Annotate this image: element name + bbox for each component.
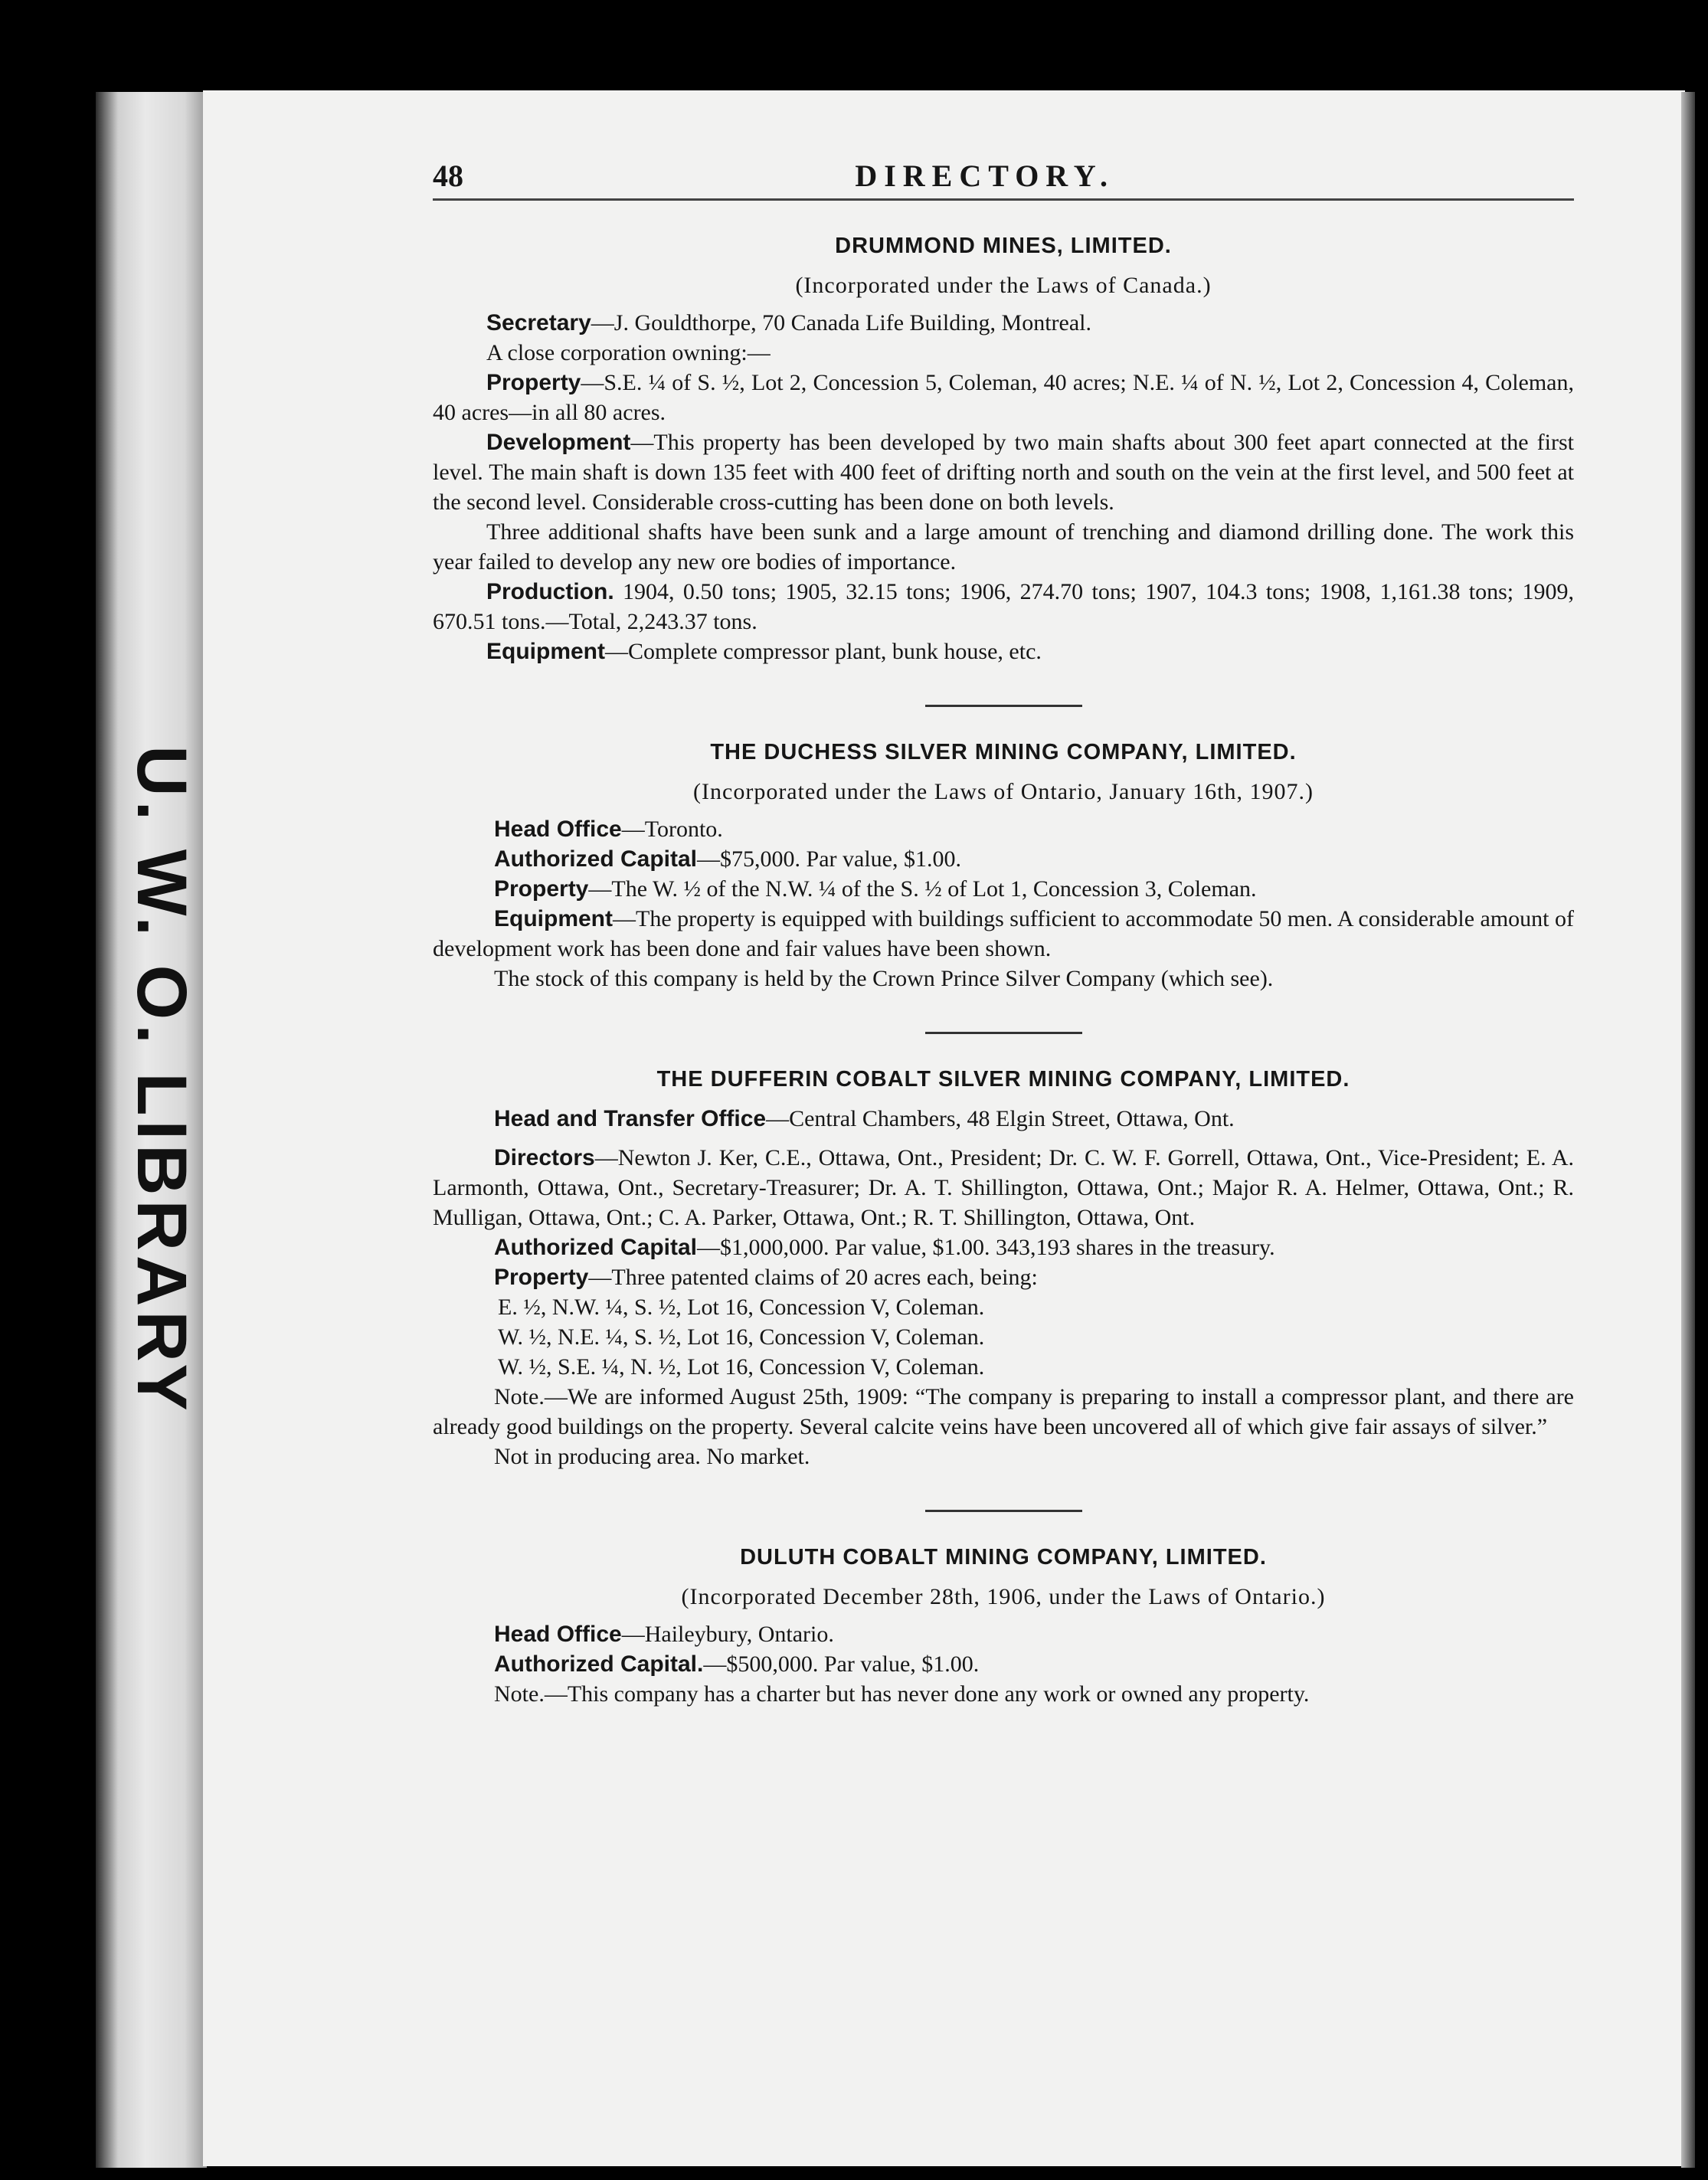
field-label: Property (494, 1265, 589, 1290)
entry-duluth (433, 1543, 1574, 1709)
page-number: 48 (433, 159, 463, 193)
page-content (433, 161, 1574, 1709)
running-title: DIRECTORY. (855, 159, 1114, 193)
section-divider (925, 1510, 1082, 1512)
property-line (433, 1262, 1574, 1292)
field-text: —The W. ½ of the N.W. ¼ of the S. ½ of Lot 1, Concession 3, Coleman. (588, 876, 1257, 902)
field-label: Equipment (486, 639, 605, 664)
stock-note: The stock of this company is held by the Crown Prince Silver Company (which see). (494, 966, 1274, 991)
field-label: Development (486, 430, 631, 455)
property-line (433, 368, 1574, 427)
section-divider (925, 1032, 1082, 1034)
company-name: THE DUFFERIN COBALT SILVER MINING COMPANY, LIMITED. (656, 1067, 1350, 1092)
claim-item: W. ½, S.E. ¼, N. ½, Lot 16, Concession V, Coleman. (498, 1354, 985, 1380)
directors-line (433, 1143, 1574, 1232)
note-paragraph: Note.—This company has a charter but has never done any work or owned any property. (494, 1681, 1310, 1707)
field-label: Directors (494, 1145, 595, 1170)
note-paragraph: Note.—We are informed August 25th, 1909: “The company is preparing to install a compressor plant, and there are already good buildings on the property. Several calcite veins have been uncovered all of which give fair assays of silver.” (433, 1384, 1574, 1439)
field-text: —S.E. ¼ of S. ½, Lot 2, Concession 5, Coleman, 40 acres; N.E. ¼ of N. ½, Lot 2, Concession 4, Coleman, 40 acres—in all 80 acres. (433, 370, 1574, 425)
field-text: —J. Gouldthorpe, 70 Canada Life Building, Montreal. (591, 310, 1091, 336)
field-label: Head Office (494, 1622, 622, 1647)
production-line (433, 577, 1574, 637)
field-label: Production. (486, 579, 614, 604)
field-text: —$75,000. Par value, $1.00. (697, 846, 961, 872)
field-text: —$500,000. Par value, $1.00. (703, 1651, 980, 1677)
library-stamp-text: U. W. O. LIBRARY (122, 745, 201, 1416)
equipment-line (433, 904, 1574, 964)
running-head (433, 161, 1574, 201)
claim-item: E. ½, N.W. ¼, S. ½, Lot 16, Concession V, Coleman. (498, 1295, 985, 1320)
capital-line (433, 1232, 1574, 1262)
incorporation-note: (Incorporated December 28th, 1906, under the Laws of Ontario.) (681, 1584, 1326, 1609)
library-stamp (115, 745, 207, 1416)
company-name: DULUTH COBALT MINING COMPANY, LIMITED. (740, 1545, 1267, 1570)
secretary-line (433, 308, 1574, 338)
field-text: —Central Chambers, 48 Elgin Street, Ottawa, Ont. (766, 1106, 1235, 1131)
equipment-line (433, 637, 1574, 666)
field-label: Authorized Capital. (494, 1651, 704, 1677)
close-corporation-line: A close corporation owning:— (486, 340, 771, 365)
field-text: —This property has been developed by two main shafts about 300 feet apart connected at the first level. The main shaft is down 135 feet with 400 feet of drifting north and south on the vein at the first level, and 500 feet at the second level. Considerable cross-cutting has been done on both levels. (433, 430, 1574, 515)
field-text: —Haileybury, Ontario. (621, 1622, 834, 1647)
section-divider (925, 705, 1082, 707)
development-line (433, 427, 1574, 517)
field-text: —Complete compressor plant, bunk house, etc. (605, 639, 1042, 664)
property-line (433, 874, 1574, 904)
page-edge (1681, 92, 1695, 2168)
incorporation-note: (Incorporated under the Laws of Ontario, January 16th, 1907.) (693, 779, 1314, 804)
field-label: Equipment (494, 906, 613, 931)
field-text: —Toronto. (621, 817, 723, 842)
company-name: DRUMMOND MINES, LIMITED. (835, 234, 1172, 258)
entry-drummond (433, 231, 1574, 666)
capital-line (433, 1649, 1574, 1679)
field-label: Head and Transfer Office (494, 1106, 767, 1131)
company-name: THE DUCHESS SILVER MINING COMPANY, LIMITED. (710, 740, 1297, 764)
field-label: Authorized Capital (494, 846, 698, 872)
field-label: Head Office (494, 817, 622, 842)
entry-dufferin (433, 1065, 1574, 1471)
head-office-line (433, 1619, 1574, 1649)
field-label: Property (486, 370, 581, 395)
claim-item: W. ½, N.E. ¼, S. ½, Lot 16, Concession V, Coleman. (498, 1324, 985, 1350)
field-text: 1904, 0.50 tons; 1905, 32.15 tons; 1906, 274.70 tons; 1907, 104.3 tons; 1908, 1,161.38 tons; 1909, 670.51 tons.—Total, 2,243.37 tons. (433, 579, 1574, 634)
head-office-line (433, 814, 1574, 844)
field-label: Secretary (486, 310, 591, 336)
field-text: —$1,000,000. Par value, $1.00. 343,193 shares in the treasury. (697, 1235, 1275, 1260)
incorporation-note: (Incorporated under the Laws of Canada.) (795, 273, 1212, 298)
field-text: —Three patented claims of 20 acres each, being: (588, 1265, 1038, 1290)
capital-line (433, 844, 1574, 874)
field-label: Authorized Capital (494, 1235, 698, 1260)
development-continued: Three additional shafts have been sunk and a large amount of trenching and diamond drilling done. The work this year failed to develop any new ore bodies of importance. (433, 519, 1574, 574)
market-note: Not in producing area. No market. (494, 1444, 810, 1469)
entry-duchess (433, 738, 1574, 993)
field-label: Property (494, 876, 589, 902)
field-text: —Newton J. Ker, C.E., Ottawa, Ont., President; Dr. C. W. F. Gorrell, Ottawa, Ont., Vice-President; E. A. Larmonth, Ottawa, Ont., Secretary-Treasurer; Dr. A. T. Shillington, Ottawa, Ont.; Major R. A. Helmer, Ottawa, Ont.; R. Mulligan, Ottawa, Ont.; C. A. Parker, Ottawa, Ont.; R. T. Shillington, Ottawa, Ont. (433, 1145, 1574, 1230)
field-text: —The property is equipped with buildings sufficient to accommodate 50 men. A considerable amount of development work has been done and fair values have been shown. (433, 906, 1575, 961)
office-line (433, 1104, 1574, 1134)
